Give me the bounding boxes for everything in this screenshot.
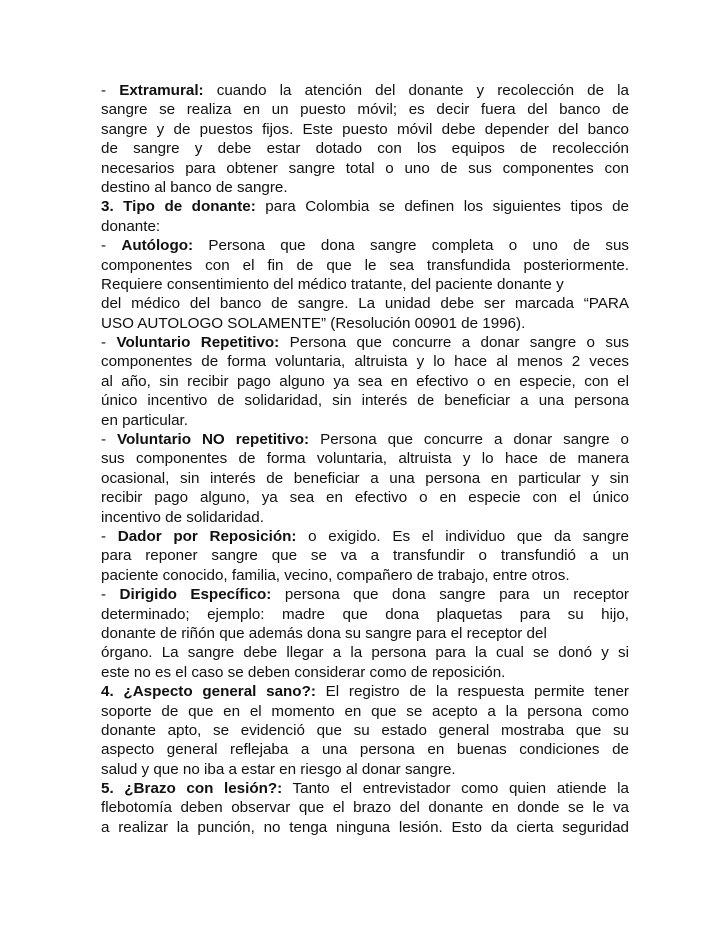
list-dash: -: [101, 82, 120, 99]
body-text: El registro de la respuesta permite tener: [315, 683, 629, 701]
text-line: [101, 798, 629, 817]
text-line: [101, 275, 629, 294]
list-dash: -: [101, 237, 122, 255]
text-line: [101, 120, 629, 139]
bold-term: Extramural:: [119, 82, 204, 99]
body-text: incentivo de solidaridad.: [101, 508, 264, 526]
list-dash: -: [101, 586, 120, 604]
text-line: [101, 702, 629, 721]
body-text: determinado; ejemplo: madre que dona plaquetas para su hijo,: [101, 605, 629, 623]
body-text: sus componentes de forma voluntaria, altruista y lo hace de manera: [101, 450, 629, 468]
body-text: único incentivo de solidaridad, sin interés de beneficiar a una persona: [101, 392, 629, 410]
document-page: [101, 81, 629, 837]
bold-term: 4. ¿Aspecto general sano?:: [101, 683, 316, 701]
body-text: Persona que concurre a donar sangre o: [309, 431, 629, 449]
body-text: salud y que no iba a estar en riesgo al donar sangre.: [101, 760, 456, 778]
bold-term: 3. Tipo de donante:: [101, 198, 256, 216]
body-text: Persona que concurre a donar sangre o sus: [279, 334, 629, 352]
body-text: cuando la atención del donante y recolección de la: [203, 82, 629, 99]
text-line: [101, 527, 629, 546]
body-text: ocasional, sin interés de beneficiar a una persona en particular y sin: [101, 469, 629, 487]
text-line: [101, 760, 629, 779]
bold-term: 5. ¿Brazo con lesión?:: [101, 780, 283, 798]
text-line: [101, 566, 629, 585]
body-text: donante apto, se evidenció que su estado general mostraba que su: [101, 721, 629, 739]
body-text: o exigido. Es el individuo que da sangre: [296, 527, 629, 545]
body-text: del médico del banco de sangre. La unidad debe ser marcada “PARA: [101, 295, 629, 313]
body-text: componentes de forma voluntaria, altruista y lo hace al menos 2 veces: [101, 353, 629, 371]
body-text: Tanto el entrevistador como quien atiende la: [282, 780, 629, 798]
text-line: [101, 81, 629, 100]
text-line: [101, 178, 629, 197]
text-line: [101, 430, 629, 449]
text-line: [101, 779, 629, 798]
text-line: [101, 352, 629, 371]
text-line: [101, 159, 629, 178]
body-text: en particular.: [101, 411, 188, 429]
text-line: [101, 624, 629, 643]
text-line: [101, 217, 629, 236]
body-text: destino al banco de sangre.: [101, 178, 288, 196]
bold-term: Autólogo:: [121, 237, 194, 255]
body-text: USO AUTOLOGO SOLAMENTE” (Resolución 00901 de 1996).: [101, 314, 526, 332]
text-line: [101, 100, 629, 119]
text-line: [101, 294, 629, 313]
body-text: aspecto general reflejaba a una persona en buenas condiciones de: [101, 741, 629, 759]
body-text: para Colombia se definen los siguientes tipos de: [255, 198, 629, 216]
list-dash: -: [101, 431, 118, 449]
body-text: Persona que dona sangre completa o uno de sus: [193, 237, 629, 255]
body-text: flebotomía deben observar que el brazo del donante en donde se le va: [101, 799, 629, 817]
body-text: sangre se realiza en un puesto móvil; es decir fuera del banco de: [101, 101, 629, 119]
text-line: [101, 682, 629, 701]
bold-term: Dador por Reposición:: [117, 527, 297, 545]
body-text: a realizar la punción, no tenga ninguna lesión. Esto da cierta seguridad: [101, 818, 629, 836]
text-line: [101, 449, 629, 468]
text-line: [101, 818, 629, 837]
text-line: [101, 139, 629, 158]
text-line: [101, 372, 629, 391]
text-line: [101, 411, 629, 430]
body-text: necesarios para obtener sangre total o uno de sus componentes con: [101, 159, 629, 177]
body-text: este no es el caso se deben considerar como de reposición.: [101, 663, 506, 681]
bold-term: Voluntario NO repetitivo:: [117, 431, 310, 449]
text-line: [101, 546, 629, 565]
body-text: soporte de que en el momento en que se acepto a la persona como: [101, 702, 629, 720]
text-line: [101, 333, 629, 352]
body-text: órgano. La sangre debe llegar a la persona para la cual se donó y si: [101, 644, 629, 662]
body-text: paciente conocido, familia, vecino, compañero de trabajo, entre otros.: [101, 566, 570, 584]
body-text: donante de riñón que además dona su sangre para el receptor del: [101, 624, 547, 642]
text-line: [101, 256, 629, 275]
text-line: [101, 508, 629, 527]
body-text: de sangre y debe estar dotado con los equipos de recolección: [101, 140, 629, 158]
body-text: al año, sin recibir pago alguno ya sea en efectivo o en especie, con el: [101, 372, 629, 390]
body-text: Requiere consentimiento del médico tratante, del paciente donante y: [101, 275, 564, 293]
body-text: donante:: [101, 217, 161, 235]
body-text: para reponer sangre que se va a transfundir o transfundió a un: [101, 547, 629, 565]
body-text: recibir pago alguno, ya sea en efectivo o en especie con el único: [101, 489, 629, 507]
text-line: [101, 488, 629, 507]
text-line: [101, 643, 629, 662]
text-line: [101, 663, 629, 682]
body-text: persona que dona sangre para un receptor: [271, 586, 629, 604]
bold-term: Voluntario Repetitivo:: [116, 334, 280, 352]
text-line: [101, 740, 629, 759]
text-line: [101, 314, 629, 333]
text-line: [101, 605, 629, 624]
text-line: [101, 391, 629, 410]
bold-term: Dirigido Específico:: [119, 586, 272, 604]
list-dash: -: [101, 334, 117, 352]
body-text: componentes con el fin de que le sea transfundida posteriormente.: [101, 256, 629, 274]
body-text: sangre y de puestos fijos. Este puesto móvil debe depender del banco: [101, 120, 629, 138]
text-line: [101, 721, 629, 740]
text-line: [101, 197, 629, 216]
list-dash: -: [101, 527, 118, 545]
text-line: [101, 236, 629, 255]
text-line: [101, 469, 629, 488]
text-line: [101, 585, 629, 604]
